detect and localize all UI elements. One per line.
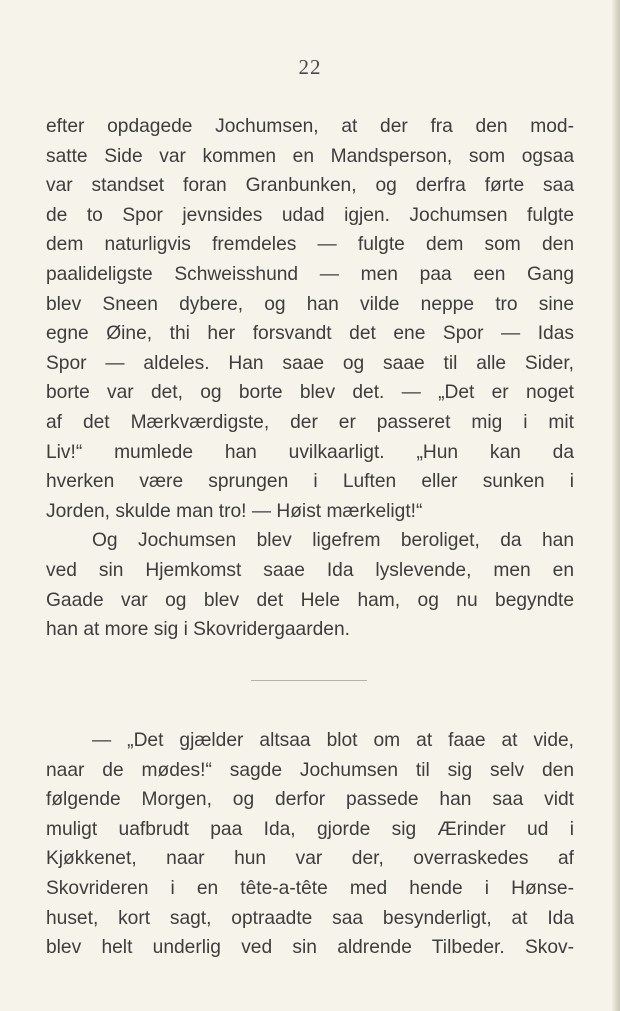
text-line: blev Sneen dybere, og han vilde neppe tro sine: [46, 293, 574, 315]
text-line: Kjøkkenet, naar hun var der, overraskedes af: [46, 848, 574, 870]
text-line: de to Spor jevnsides udad igjen. Jochumsen fulgte: [46, 204, 574, 226]
text-line: egne Øine, thi her forsvandt det ene Spor — Idas: [46, 323, 574, 345]
paragraph-1: [46, 112, 574, 645]
text-line: Og Jochumsen blev ligefrem beroliget, da han: [92, 530, 574, 552]
text-line: muligt uafbrudt paa Ida, gjorde sig Ærinder ud i: [46, 818, 574, 840]
text-line: følgende Morgen, og derfor passede han saa vidt: [46, 789, 574, 811]
text-line: Spor — aldeles. Han saae og saae til alle Sider,: [46, 352, 574, 374]
page-edge: [612, 0, 620, 1011]
text-line: Gaade var og blev det Hele ham, og nu begyndte: [46, 589, 574, 611]
text-line: Skovrideren i en tête-a-tête med hende i Hønse-: [46, 877, 574, 899]
text-line: naar de mødes!“ sagde Jochumsen til sig selv den: [46, 759, 574, 781]
paragraph-2: [46, 726, 574, 963]
text-line: Jorden, skulde man tro! — Høist mærkeligt!“: [46, 500, 423, 522]
section-divider: [251, 680, 367, 681]
text-line: satte Side var kommen en Mandsperson, som ogsaa: [46, 145, 574, 167]
text-line: han at more sig i Skovridergaarden.: [46, 619, 350, 641]
text-line: Liv!“ mumlede han uvilkaarligt. „Hun kan da: [46, 441, 574, 463]
text-line: var standset foran Granbunken, og derfra førte saa: [46, 175, 574, 197]
text-line: ved sin Hjemkomst saae Ida lyslevende, men en: [46, 559, 574, 581]
text-line: paalideligste Schweisshund — men paa een Gang: [46, 263, 574, 285]
text-line: — „Det gjælder altsaa blot om at faae at vide,: [92, 730, 574, 751]
text-line: hverken være sprungen i Luften eller sunken i: [46, 471, 574, 493]
text-line: borte var det, og borte blev det. — „Det er noget: [46, 382, 574, 404]
text-line: af det Mærkværdigste, der er passeret mig i mit: [46, 411, 574, 433]
text-line: huset, kort sagt, optraadte saa besynderligt, at Ida: [46, 907, 574, 929]
text-line: dem naturligvis fremdeles — fulgte dem som den: [46, 234, 574, 256]
page-number: 22: [298, 55, 322, 79]
text-line: efter opdagede Jochumsen, at der fra den mod-: [46, 116, 574, 137]
text-line: blev helt underlig ved sin aldrende Tilbeder. Skov-: [46, 937, 574, 959]
